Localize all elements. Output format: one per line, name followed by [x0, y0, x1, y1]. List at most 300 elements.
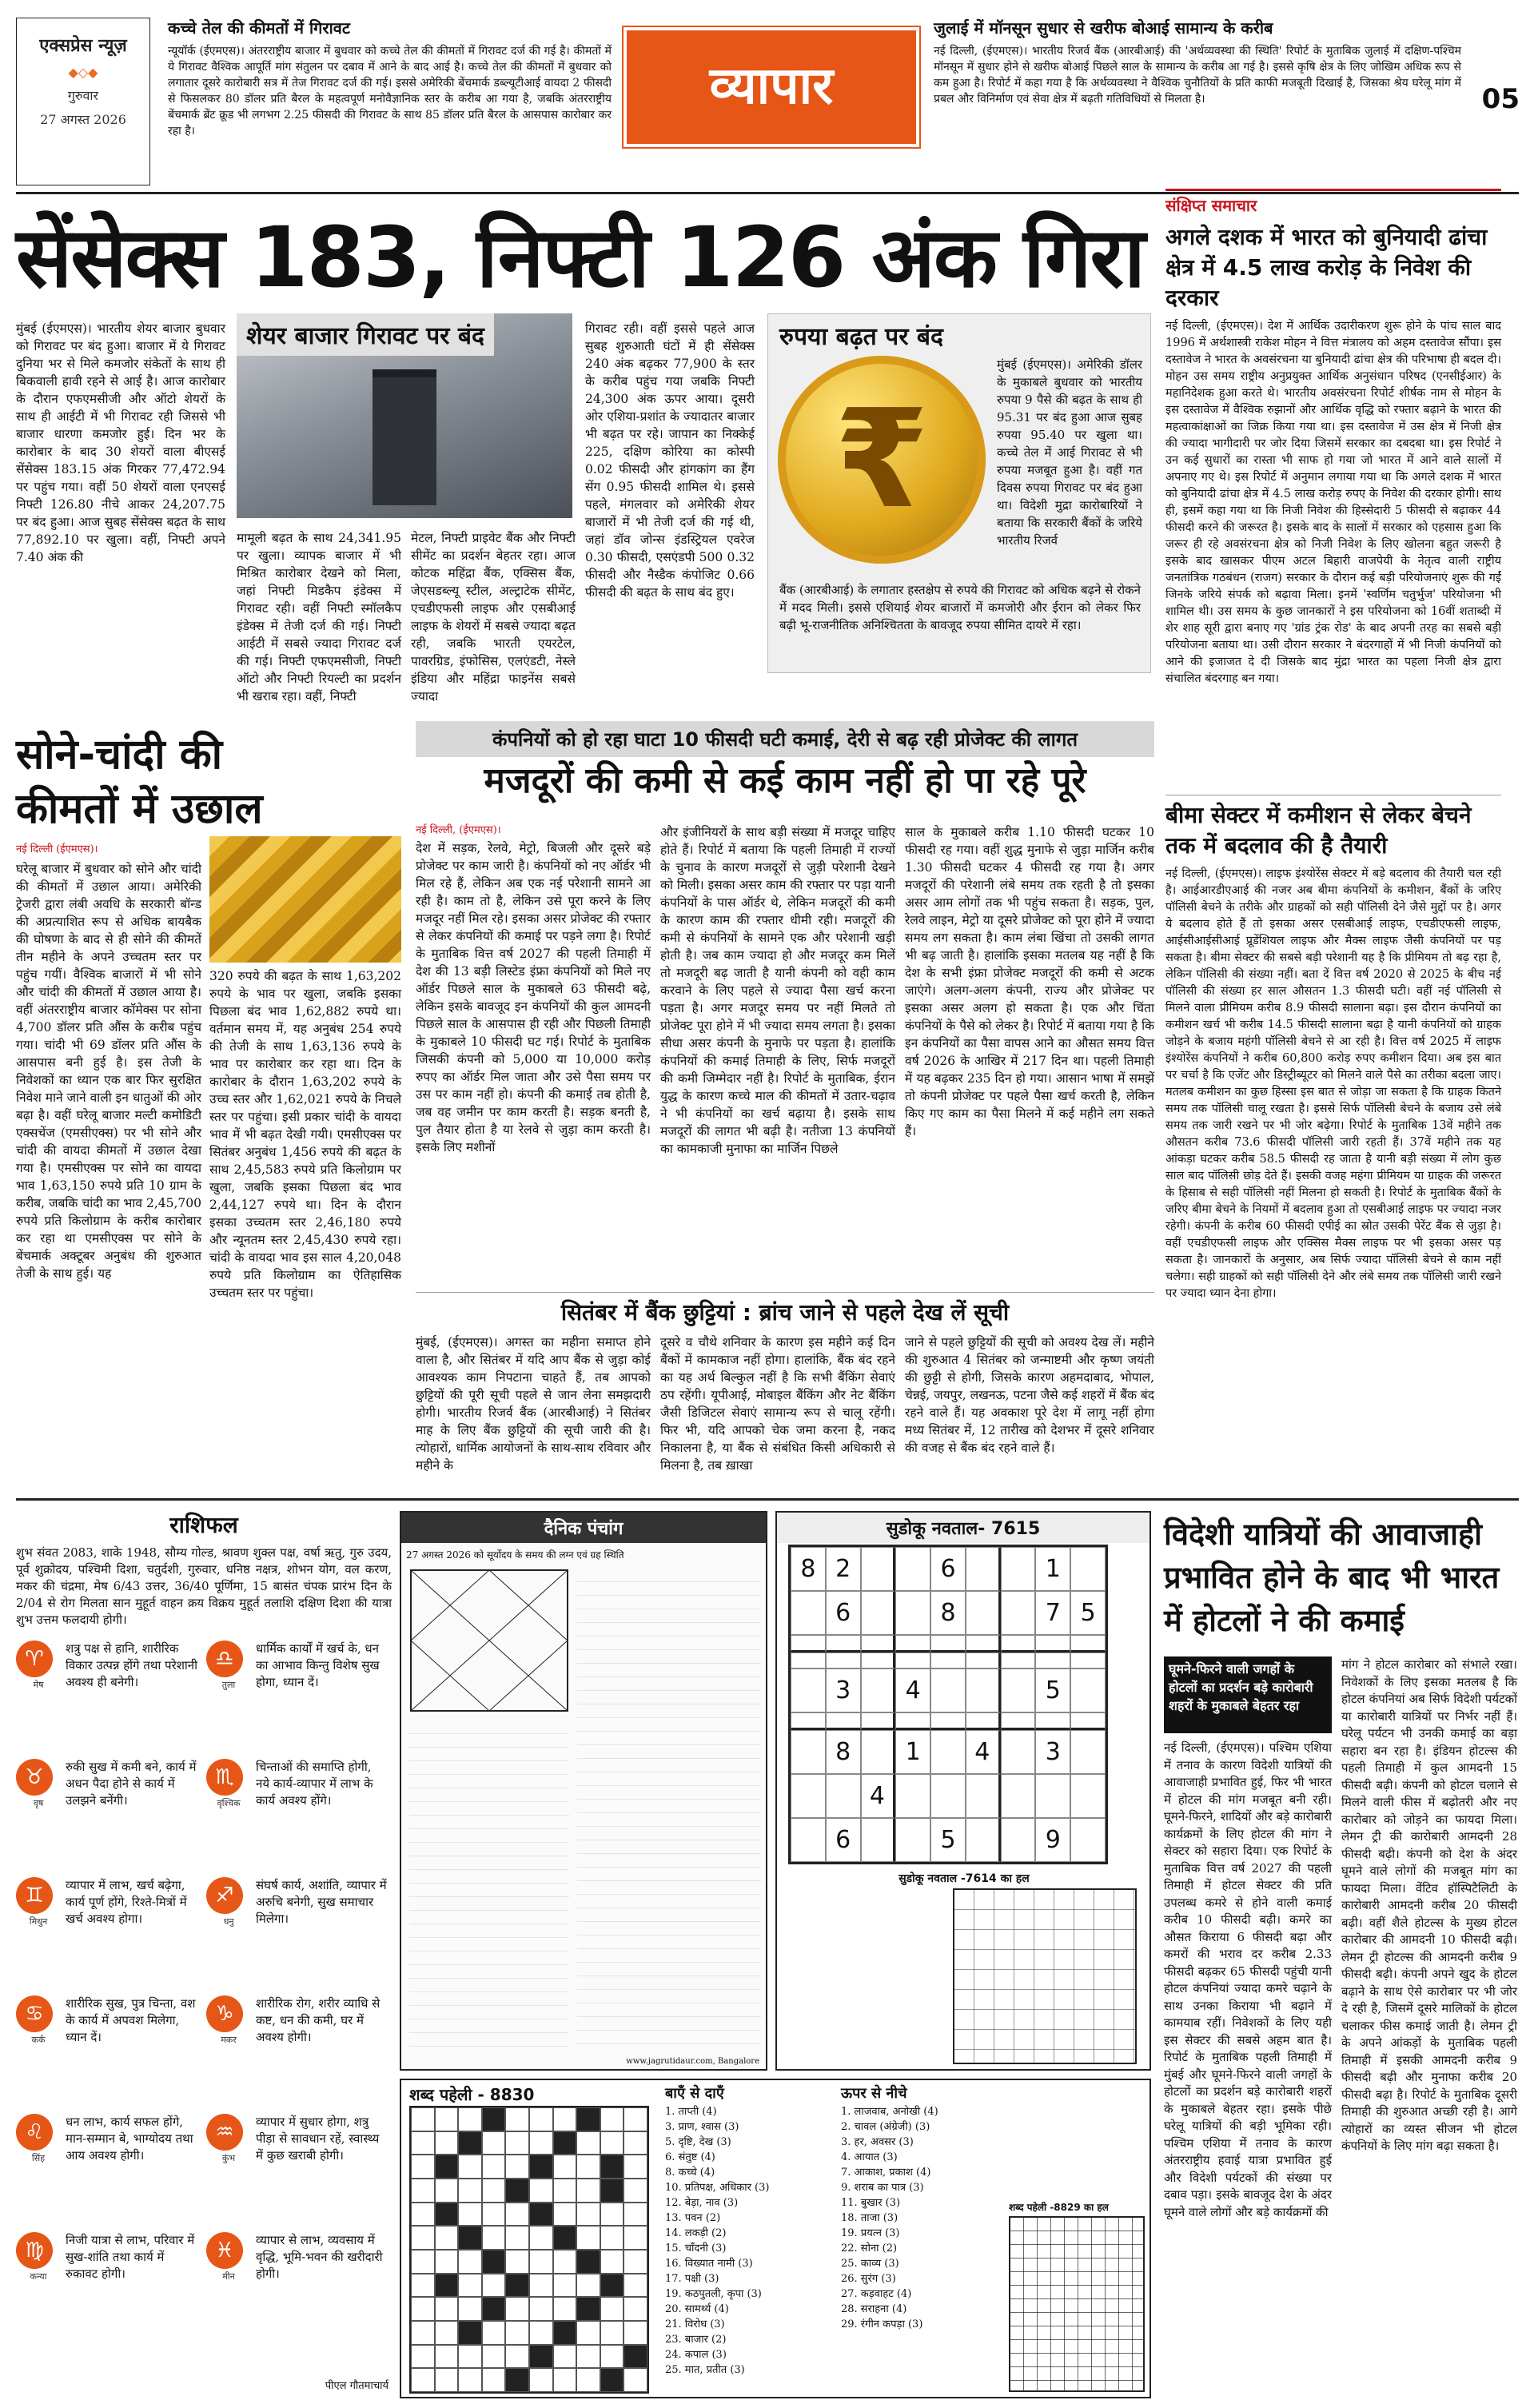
crossword-cell[interactable]	[505, 2250, 529, 2274]
sudoku-cell[interactable]	[861, 1547, 896, 1591]
ornament-icon: ◆◇◆	[68, 65, 98, 80]
rashi-item	[206, 2114, 390, 2226]
crossword-cell[interactable]	[505, 2131, 529, 2155]
zodiac-icon: ♐	[206, 1877, 243, 1914]
zodiac-name: धनु	[223, 1916, 234, 1927]
panchang-table-2	[409, 1720, 569, 2048]
crossword-cell[interactable]	[458, 2107, 482, 2131]
across-clue: 10. प्रतिपक्ष, अधिकार (3)	[665, 2182, 770, 2194]
crossword-cell[interactable]	[600, 2321, 624, 2345]
sudoku-cell[interactable]	[1070, 1712, 1106, 1730]
masthead-date: 27 अगस्त 2026	[40, 112, 126, 127]
short-news	[1165, 189, 1501, 1483]
sudoku-cell[interactable]	[1001, 1591, 1036, 1635]
crossword-cell[interactable]	[435, 2179, 459, 2203]
zodiac-name: वृश्चिक	[217, 1798, 241, 1808]
sudoku-cell[interactable]	[930, 1668, 966, 1712]
sudoku-cell[interactable]: 3	[826, 1668, 861, 1712]
crossword-title: शब्द पहेली - 8830	[409, 2085, 535, 2104]
sudoku-cell[interactable]	[1035, 1774, 1070, 1818]
crossword-cell[interactable]	[576, 2345, 600, 2369]
crossword-cell[interactable]	[458, 2368, 482, 2392]
across-clue: 14. लकड़ी (2)	[665, 2227, 727, 2239]
down-clue: 22. सोना (2)	[841, 2243, 898, 2255]
sudoku-cell[interactable]	[791, 1668, 826, 1712]
brief-label: संक्षिप्त समाचार	[1165, 196, 1257, 215]
zodiac-name: कर्क	[31, 2035, 46, 2045]
kundali-chart	[409, 1569, 569, 1712]
bank-col-1: मुंबई, (ईएमएस)। अगस्त का महीना समाप्त होने वाला है, और सितंबर में यदि आप बैंक से जुड़ा कोई आवश्यक काम निपटाना चाहते हैं, तब आपको छुट्टियों की पूरी सूची पहले से जान लेना समझदारी होगी। भारतीय रिजर्व बैंक (आरबीआई) ने सितंबर माह के लिए बैंक छुट्टियों की सूची जारी की है। त्योहारों, धार्मिक आयोजनों के साथ-साथ रविवार और महीने के	[416, 1335, 651, 1473]
crossword-cell[interactable]	[435, 2368, 459, 2392]
crossword-cell[interactable]	[624, 2368, 647, 2392]
crossword-cell	[529, 2155, 553, 2179]
sudoku-cell[interactable]: 6	[826, 1591, 861, 1635]
lead-col-2: मामूली बढ़त के साथ 24,341.95 पर खुला। व्यापक बाजार में भी मिश्रित कारोबार देखने को मिला, जहां निफ्टी मिडकैप इंडेक्स में गिरावट रही। वहीं निफ्टी स्मॉलकैप इंडेक्स में तेजी दर्ज की गई। निफ्टी आईटी में सबसे ज्यादा गिरावट दर्ज की गई। निफ्टी एफएमसीजी, निफ्टी ऑटो और निफ्टी रियल्टी का प्रदर्शन भी खराब रहा। वहीं, निफ्टी	[237, 531, 401, 704]
rupee-body-top: मुंबई (ईएमएस)। अमेरिकी डॉलर के मुकाबले बुधवार को भारतीय रुपया 9 पैसे की बढ़त के साथ ही 95.31 पर बंद हुआ आज सुबह रुपया 95.40 पर खुला था। कच्चे तेल में आई गिरावट से भी रुपया मजबूत हुआ है। वहीं गत दिवस रुपया गिरावट पर बंद हुआ था। विदेशी मुद्रा कारोबारियों ने बताया कि सरकारी बैंकों के जरिये भारतीय रिजर्व	[997, 357, 1142, 548]
crossword-cell[interactable]	[411, 2107, 435, 2131]
bullion-col-1: घरेलू बाजार में बुधवार को सोने और चांदी की कीमतों में उछाल आया। अमेरिकी ट्रेजरी द्वारा लंबी अवधि के सरकारी बॉन्ड की अप्रत्याशित रूप से अधिक बायबैक की घोषणा के बाद से ही सोने की कीमतें तीन महीने के अपने उच्चतम स्तर पर पहुंच गयीं। वैश्विक बाजारों में भी सोने और चांदी की कीमतों में उछाल आया है। वहीं अंतरराष्ट्रीय बाजार कॉमेक्स पर सोना 4,700 डॉलर प्रति औंस के करीब पहुंच गया। चांदी भी 69 डॉलर प्रति औंस के आसपास बनी हुई है। इस तेजी के निवेशकों का ध्यान एक बार फिर सुरक्षित निवेश माने जाने वाली इन धातुओं की ओर बढ़ा है। वहीं घरेलू बाजार मल्टी कमोडिटी एक्सचेंज (एमसीएक्स) पर भी सोने और चांदी की वायदा कीमतों में उछाल देखा गया है। एमसीएक्स पर सोने का वायदा भाव 1,63,150 रुपये प्रति 10 ग्राम के करीब, जबकि चांदी का भाव 2,45,700 रुपये प्रति किलोग्राम के करीब कारोबार कर रहा था एमसीएक्स पर सोने के बेंचमार्क अक्टूबर अनुबंध की शुरुआत तेजी के साथ हुई। यह	[16, 862, 201, 1281]
zodiac-icon: ♑	[206, 1995, 243, 2032]
sudoku-cell[interactable]	[1070, 1547, 1106, 1591]
page-number: 05	[1481, 83, 1520, 115]
zodiac-name: मिथुन	[29, 1916, 48, 1927]
crossword-cell[interactable]	[505, 2297, 529, 2321]
crossword-cell[interactable]	[553, 2345, 577, 2369]
sudoku-cell[interactable]: 5	[1070, 1591, 1106, 1635]
labour-dateline: नई दिल्ली, (ईएमएस)।	[416, 824, 501, 836]
crossword-cell	[435, 2155, 459, 2179]
sudoku-cell[interactable]	[861, 1818, 896, 1862]
sudoku-cell[interactable]	[1070, 1774, 1106, 1818]
sudoku-cell[interactable]	[1001, 1668, 1036, 1712]
sudoku-cell[interactable]	[930, 1774, 966, 1818]
crossword-cell	[529, 2203, 553, 2227]
zodiac-icon: ♏	[206, 1759, 243, 1796]
crossword-cell[interactable]	[411, 2321, 435, 2345]
sudoku-cell[interactable]: 3	[1035, 1730, 1070, 1774]
crossword-cell	[458, 2226, 482, 2250]
rashi-item	[206, 1641, 390, 1752]
sudoku-cell[interactable]	[826, 1712, 861, 1730]
crossword-cell	[482, 2297, 506, 2321]
rashifal-title: राशिफल	[169, 1512, 238, 1538]
crossword-cell[interactable]	[529, 2179, 553, 2203]
story-title: जुलाई में मॉनसून सुधार से खरीफ बोआई सामान्य के करीब	[934, 18, 1273, 38]
bullion-col-2: 320 रुपये की बढ़त के साथ 1,63,202 रुपये के भाव पर खुला, जबकि इसका पिछला बंद भाव 1,62,882 रुपये था। वर्तमान समय में, यह अनुबंध 254 रुपये की तेजी के साथ 1,63,136 रुपये के भाव पर कारोबार कर रहा था। दिन के कारोबार के दौरान 1,63,202 रुपये के उच्च स्तर और 1,62,021 रुपये के निचले स्तर पर पहुंचा। इसी प्रकार चांदी के वायदा भाव में भी बढ़त देखी गयी। एमसीएक्स पर सितंबर अनुबंध 1,456 रुपये की बढ़त के साथ 2,45,583 रुपये प्रति किलोग्राम पर खुला, जबकि इसका पिछला बंद भाव 2,44,127 रुपये था। दिन के दौरान इसका उच्चतम स्तर 2,46,180 रुपये और न्यूनतम स्तर 2,45,430 रुपये रहा। चांदी के वायदा भाव इस साल 4,20,048 रुपये प्रति किलोग्राम का ऐतिहासिक उच्चतम स्तर पर पहुंचा।	[209, 969, 401, 1300]
panchang-title: दैनिक पंचांग	[401, 1513, 766, 1543]
crossword-cell[interactable]	[482, 2203, 506, 2227]
crossword-cell[interactable]	[529, 2226, 553, 2250]
sudoku-cell[interactable]	[861, 1653, 896, 1668]
crossword-cell[interactable]	[529, 2368, 553, 2392]
crossword-cell[interactable]	[435, 2107, 459, 2131]
crossword-cell[interactable]	[458, 2274, 482, 2298]
crossword-cell[interactable]	[505, 2321, 529, 2345]
across-clue: 3. प्राण, श्वास (3)	[665, 2121, 739, 2133]
crossword-cell[interactable]	[529, 2131, 553, 2155]
down-clues	[841, 2104, 1001, 2332]
labour-col-1: देश में सड़क, रेलवे, मेट्रो, बिजली और दूसरे बड़े प्रोजेक्ट पर काम जारी है। कंपनियों को नए ऑर्डर भी मिल रहे हैं, लेकिन अब एक नई परेशानी सामने आ रही है। काम तो है, लेकिन उसे पूरा करने के लिए मजदूर नहीं मिल रहे। इसका असर प्रोजेक्ट की रफ्तार से लेकर कंपनियों की कमाई पर पड़ने लगा है। रिपोर्ट के मुताबिक वित्त वर्ष 2027 की पहली तिमाही में देश की 13 बड़ी लिस्टेड इंफ्रा कंपनियों को मिले नए ऑर्डर पिछले साल के मुकाबले 63 फीसदी बढ़े, लेकिन इसके बावजूद इन कंपनियों की कुल आमदनी पिछले साल के आसपास ही रही और पिछली तिमाही के मुकाबले 10 फीसदी घट गई। रिपोर्ट के मुताबिक जिसकी कंपनी को 5,000 या 10,000 करोड़ रुपए का ऑर्डर मिल जाता और उसे पैसा समय पर उस पर काम नहीं हो। कंपनी की कमाई तब होती है, जब वह जमीन पर काम करती है। सड़क बनती है, पुल तैयार होता है या रेलवे से जुड़ा काम करती है। इसके लिए मशीनों	[416, 841, 651, 1154]
crossword-cell[interactable]	[411, 2250, 435, 2274]
labour-col-3: साल के मुकाबले करीब 1.10 फीसदी घटकर 10 फीसदी रह गया। वहीं शुद्ध मुनाफे से जुड़ा मार्जिन करीब 1.30 फीसदी घटकर 4 फीसदी रह गया है। अगर मजदूरों की परेशानी लंबे समय तक रहती है तो इसका असर आम लोगों तक भी पहुंच सकता है। सड़क, पुल, रेलवे लाइन, मेट्रो या दूसरे प्रोजेक्ट को पूरा होने में ज्यादा समय लग सकता है। काम लंबा खिंचा तो उसकी लागत भी बढ़ जाती है। हालांकि इसका मतलब यह नहीं है कि देश के सभी इंफ्रा प्रोजेक्ट मजदूरों की कमी से अटक जाएंगे। अलग-अलग कंपनी, राज्य और प्रोजेक्ट पर इसका असर अलग हो सकता है। एक और चिंता कंपनियों के पैसे को लेकर है। रिपोर्ट में बताया गया है कि इन कंपनियों का पैसा वापस आने का औसत समय वित्त वर्ष 2026 के आखिर में 217 दिन था। पहली तिमाही में यह बढ़कर 235 दिन हो गया। आसान भाषा में समझें तो कंपनी प्रोजेक्ट पर पहले पैसा खर्च करती है, लेकिन किए गए काम का पैसा मिलने में कई महीने लग सकते हैं।	[905, 825, 1154, 1138]
hotels-title: विदेशी यात्रियों की आवाजाही प्रभावित होने के बाद भी भारत में होटलों ने की कमाई	[1164, 1517, 1500, 1638]
rashi-item	[206, 2232, 390, 2344]
zodiac-text: शत्रु पक्ष से हानि, शारीरिक विकार उत्पन्न होंगे तथा परेशानी अवश्य ही बनेगी।	[66, 1641, 197, 1689]
crossword-cell[interactable]	[411, 2345, 435, 2369]
sudoku-cell[interactable]	[895, 1653, 930, 1668]
sudoku-grid[interactable]	[788, 1545, 1108, 1864]
sudoku-cell[interactable]	[930, 1712, 966, 1730]
crossword-cell[interactable]	[482, 2368, 506, 2392]
crossword-cell	[600, 2368, 624, 2392]
sudoku-cell[interactable]	[966, 1635, 1001, 1653]
crossword-cell[interactable]	[505, 2203, 529, 2227]
crossword-cell[interactable]	[624, 2321, 647, 2345]
crossword-cell[interactable]	[435, 2345, 459, 2369]
zodiac-text: संघर्ष कार्य, अशांति, व्यापार में अरुचि बनेगी, सुख समाचार मिलेगा।	[256, 1878, 387, 1926]
crossword-cell[interactable]	[576, 2179, 600, 2203]
rashi-item	[16, 1877, 200, 1989]
top-left-story	[168, 18, 612, 139]
zodiac-name: सिंह	[31, 2153, 46, 2163]
sudoku-cell[interactable]	[895, 1591, 930, 1635]
brand-name: एक्सप्रेस न्यूज़	[39, 36, 127, 56]
bank-title: सितंबर में बैंक छुट्टियां : ब्रांच जाने से पहले देख लें सूची	[560, 1299, 1010, 1326]
sudoku-cell[interactable]	[861, 1730, 896, 1774]
top-right-story	[934, 18, 1461, 107]
crossword-cell[interactable]	[529, 2107, 553, 2131]
sudoku-cell[interactable]	[1070, 1653, 1106, 1668]
sudoku-cell[interactable]	[1001, 1653, 1036, 1668]
sudoku-cell[interactable]	[1001, 1712, 1036, 1730]
crossword-cell	[505, 2274, 529, 2298]
down-clue: 7. आकाश, प्रकाश (4)	[841, 2167, 931, 2179]
sudoku-cell[interactable]: 5	[930, 1818, 966, 1862]
panchang-line: 27 अगस्त 2026 को सूर्योदय के समय की लग्न एवं ग्रह स्थिति	[406, 1549, 624, 1561]
crossword-cell[interactable]	[529, 2321, 553, 2345]
crossword-cell[interactable]	[553, 2179, 577, 2203]
sudoku-cell[interactable]	[1001, 1730, 1036, 1774]
crossword-cell[interactable]	[435, 2297, 459, 2321]
across-label: बाएँ से दाएँ	[665, 2085, 724, 2102]
crossword-cell	[576, 2250, 600, 2274]
down-clue: 26. सुरंग (3)	[841, 2273, 896, 2285]
zodiac-icon: ♋	[16, 1995, 53, 2032]
crossword-cell[interactable]	[553, 2250, 577, 2274]
sudoku-cell[interactable]	[966, 1774, 1001, 1818]
crossword-cell[interactable]	[600, 2250, 624, 2274]
crossword-cell[interactable]	[411, 2203, 435, 2227]
divider	[416, 1292, 1154, 1293]
crossword-cell[interactable]	[458, 2179, 482, 2203]
crossword-cell[interactable]	[576, 2226, 600, 2250]
labour-kicker: कंपनियों को हो रहा घाटा 10 फीसदी घटी कमाई, देरी से बढ़ रही प्रोजेक्ट की लागत	[492, 728, 1078, 751]
crossword-cell[interactable]	[482, 2155, 506, 2179]
down-clue: 29. रंगीन कपड़ा (3)	[841, 2318, 923, 2330]
sudoku-cell[interactable]: 9	[1035, 1818, 1070, 1862]
crossword-cell	[482, 2250, 506, 2274]
down-clue: 4. आयात (3)	[841, 2151, 898, 2163]
crossword-cell[interactable]	[553, 2203, 577, 2227]
sudoku-cell[interactable]	[1035, 1712, 1070, 1730]
zodiac-icon: ♓	[206, 2232, 243, 2269]
crossword-cell[interactable]	[553, 2274, 577, 2298]
crossword-cell[interactable]	[624, 2250, 647, 2274]
across-clue: 12. बेड़ा, नाव (3)	[665, 2197, 739, 2209]
sudoku-cell[interactable]	[930, 1653, 966, 1668]
crossword-cell[interactable]	[458, 2250, 482, 2274]
crossword-cell[interactable]	[576, 2131, 600, 2155]
sudoku-cell[interactable]: 4	[861, 1774, 896, 1818]
rashi-item	[16, 2232, 200, 2344]
crossword-cell[interactable]	[529, 2274, 553, 2298]
sudoku-cell[interactable]	[861, 1712, 896, 1730]
across-clues	[665, 2104, 825, 2378]
sudoku-cell[interactable]	[1001, 1774, 1036, 1818]
crossword-cell[interactable]	[624, 2107, 647, 2131]
zodiac-icon: ♍	[16, 2232, 53, 2269]
crossword-cell[interactable]	[624, 2203, 647, 2227]
panchang-table	[577, 1569, 761, 2048]
sudoku-cell[interactable]	[826, 1653, 861, 1668]
crossword-cell[interactable]	[576, 2321, 600, 2345]
stock-photo	[237, 313, 572, 518]
crossword-cell[interactable]	[624, 2226, 647, 2250]
sudoku-answer-grid	[953, 1888, 1137, 2064]
crossword-grid[interactable]	[409, 2106, 649, 2394]
crossword-cell[interactable]	[529, 2250, 553, 2274]
rashifal-intro: शुभ संवत 2083, शाके 1948, सौम्य गोल्ड, श्रावण शुक्ल पक्ष, वर्षा ऋतु, गुरु उदय, पूर्व शुक्रोदय, पश्चिमी दिशा, चतुर्दशी, गुरुवार, धनिष्ठ नक्षत्र, शोभन योग, वल करण, मकर की चंद्रमा, मेष 6/43 उत्तर, 36/40 पूर्णिमा, 15 बासंत चंपक प्रारंभ दिन के 2/04 से रोग मिलता सान मुहूर्त वाहन क्रय विक्रय मुहूर्त तलाशि दक्षिण दिशा की यात्रा शुभ उत्तम फलदायी होगी।	[16, 1545, 392, 1627]
crossword-cell	[505, 2179, 529, 2203]
across-clue: 25. मात, प्रतीत (3)	[665, 2364, 745, 2376]
labour-col-2: और इंजीनियरों के साथ बड़ी संख्या में मजदूर चाहिए होते हैं। रिपोर्ट में बताया कि पहली तिमाही में राज्यों के चुनाव के कारण मजदूरों से जुड़ी परेशानी देखने को मिली। इसका असर काम की रफ्तार पर पड़ा यानी कंपनियों के पास ऑर्डर थे, लेकिन मजदूरों की कमी के कारण काम की रफ्तार धीमी रही। मजदूरों की कमी से कंपनियों के सामने एक और परेशानी खड़ी होती है। जब काम ज्यादा हो और मजदूर कम मिलें तो मजदूरी बढ़ जाती है यानी कंपनी को वही काम करवाने के लिए पहले से ज्यादा पैसा खर्च करना पड़ता है। अगर मजदूर समय पर नहीं मिलते तो प्रोजेक्ट पूरा होने में भी ज्यादा समय लगता है। इसका सीधा असर कंपनी के मुनाफे पर पड़ता है। हालांकि कंपनियों की कमाई तिमाही के लिए, सिर्फ मजदूरों की कमी जिम्मेदार नहीं है। रिपोर्ट के मुताबिक, ईरान युद्ध के कारण कच्चे माल की कीमतों में उतार-चढ़ाव ने भी कंपनियों का खर्च बढ़ाया है। इसके साथ मजदूरों की लागत भी बढ़ी है। नतीजा 13 कंपनियों का कामकाजी मुनाफा का मार्जिन पिछले	[660, 825, 895, 1156]
sudoku-cell[interactable]	[826, 1635, 861, 1653]
crossword-cell[interactable]	[600, 2226, 624, 2250]
across-clue: 5. दृष्टि, देख (3)	[665, 2136, 731, 2148]
crossword-cell[interactable]	[435, 2321, 459, 2345]
crossword-cell[interactable]	[435, 2131, 459, 2155]
zodiac-text: व्यापार में सुधार होगा, शत्रु पीड़ा से सावधान रहें, स्वास्थ्य में कुछ खराबी होगी।	[256, 2115, 380, 2163]
crossword-answer-grid	[1009, 2216, 1145, 2392]
crossword-cell[interactable]	[553, 2107, 577, 2131]
crossword-cell[interactable]	[411, 2226, 435, 2250]
sudoku-cell[interactable]	[791, 1712, 826, 1730]
crossword-cell[interactable]	[435, 2250, 459, 2274]
lead-col-1: मुंबई (ईएमएस)। भारतीय शेयर बाजार बुधवार को गिरावट पर बंद हुआ। बाजार में ये गिरावट दुनिया भर से मिले कमजोर संकेतों के साथ ही बिकवाली हावी रहने से आई है। आज कारोबार के दौरान एफएमसीजी और ऑटो शेयरों के साथ ही आईटी में भी गिरावट रही जिससे भी बाजार धारणा कमजोर हुई। दिन भर के कारोबार के बाद 30 शेयरों वाला बीएसई सेंसेक्स 183.15 अंक गिरकर 77,472.94 पर पहुंच गया। वहीं 50 शेयरों वाला एनएसई निफ्टी 126.80 नीचे आकर 24,207.75 पर बंद हुआ। आज सुबह सेंसेक्स बढ़त के साथ 77,892.10 पर खुला। वहीं, निफ्टी अपने 7.40 अंक की	[16, 321, 225, 564]
sudoku-cell[interactable]: 1	[895, 1730, 930, 1774]
story-body: नई दिल्ली, (ईएमएस)। भारतीय रिजर्व बैंक (आरबीआई) की 'अर्थव्यवस्था की स्थिति' रिपोर्ट के मुताबिक जुलाई में दक्षिण-पश्चिम मॉनसून में सुधार होने से खरीफ बोआई पिछले साल के सामान्य के करीब आ गई है। इससे कृषि क्षेत्र के लिए जोखिम अधिक रूप से कम हुआ है। रिपोर्ट में कहा गया है कि अर्थव्यवस्था ने वैश्विक चुनौतियों के प्रति काफी मजबूती दिखाई है, जिसका श्रेय घरेलू मांग में प्रबल और विनिर्माण एवं सेवा क्षेत्र में बढ़ती गतिविधियों से मिलता है।	[934, 45, 1461, 106]
crossword-cell[interactable]	[411, 2179, 435, 2203]
across-clue: 1. ताप्ती (4)	[665, 2106, 717, 2118]
masthead-box	[16, 18, 150, 185]
sudoku-cell[interactable]	[1070, 1818, 1106, 1862]
across-clue: 23. बाजार (2)	[665, 2334, 727, 2346]
zodiac-text: व्यापार में लाभ, खर्च बढ़ेगा, कार्य पूर्ण होंगे, रिश्ते-मित्रों में खर्च अवश्य होगा।	[66, 1878, 187, 1926]
crossword-cell[interactable]	[458, 2155, 482, 2179]
sudoku-cell[interactable]: 2	[826, 1547, 861, 1591]
crossword-cell[interactable]	[553, 2368, 577, 2392]
brief-2-title: बीमा सेक्टर में कमीशन से लेकर बेचने तक में बदलाव की है तैयारी	[1165, 802, 1472, 859]
sudoku-cell[interactable]	[1070, 1635, 1106, 1653]
bullion-dateline: नई दिल्ली (ईएमएस)।	[16, 843, 98, 855]
sudoku-cell[interactable]	[930, 1635, 966, 1653]
across-clue: 6. संतुष्ट (4)	[665, 2151, 715, 2163]
crossword-cell[interactable]	[435, 2226, 459, 2250]
crossword-cell[interactable]	[600, 2345, 624, 2369]
rashi-item	[16, 1759, 200, 1871]
bullion-title: सोने-चांदी की कीमतों में उछाल	[16, 731, 263, 833]
sudoku-cell[interactable]: 4	[895, 1668, 930, 1712]
across-clue: 16. विख्यात नामी (3)	[665, 2258, 753, 2270]
sudoku-cell[interactable]	[1070, 1668, 1106, 1712]
rupee-coin-icon	[778, 356, 986, 564]
sudoku-cell[interactable]: 4	[966, 1730, 1001, 1774]
sudoku-cell[interactable]: 6	[930, 1547, 966, 1591]
crossword-cell[interactable]	[458, 2297, 482, 2321]
crossword-cell[interactable]	[482, 2179, 506, 2203]
sudoku-cell[interactable]	[966, 1818, 1001, 1862]
down-clue: 28. सराहना (4)	[841, 2303, 907, 2315]
gold-bars-image	[209, 836, 401, 963]
crossword-cell	[435, 2274, 459, 2298]
crossword-cell[interactable]	[482, 2226, 506, 2250]
sudoku-cell[interactable]	[791, 1774, 826, 1818]
crossword-cell[interactable]	[553, 2297, 577, 2321]
crossword-cell[interactable]	[505, 2107, 529, 2131]
sudoku-cell[interactable]	[895, 1818, 930, 1862]
down-clue: 19. प्रयत्न (3)	[841, 2227, 900, 2239]
zodiac-icon: ♉	[16, 1759, 53, 1796]
zodiac-text: शारीरिक रोग, शरीर व्याधि से कष्ट, धन की कमी, घर में अवश्य होगी।	[256, 1996, 381, 2044]
sudoku-cell[interactable]	[966, 1712, 1001, 1730]
crossword-cell[interactable]	[624, 2297, 647, 2321]
sudoku-cell[interactable]: 6	[826, 1818, 861, 1862]
crossword-cell[interactable]	[411, 2131, 435, 2155]
rashi-item	[16, 1995, 200, 2107]
sudoku-cell[interactable]	[895, 1774, 930, 1818]
sudoku-cell[interactable]	[895, 1635, 930, 1653]
crossword-cell[interactable]	[624, 2274, 647, 2298]
crossword-cell[interactable]	[576, 2274, 600, 2298]
sudoku-cell[interactable]	[861, 1668, 896, 1712]
crossword-cell[interactable]	[411, 2368, 435, 2392]
crossword-cell[interactable]	[482, 2345, 506, 2369]
sudoku-cell[interactable]	[791, 1591, 826, 1635]
sudoku-cell[interactable]	[1001, 1635, 1036, 1653]
crossword-cell	[458, 2131, 482, 2155]
sudoku-cell[interactable]	[791, 1635, 826, 1653]
sudoku-cell[interactable]	[895, 1547, 930, 1591]
sudoku-cell[interactable]	[966, 1653, 1001, 1668]
crossword-cell[interactable]	[458, 2203, 482, 2227]
crossword-cell[interactable]	[482, 2321, 506, 2345]
sudoku-cell[interactable]	[861, 1591, 896, 1635]
crossword-cell[interactable]	[624, 2131, 647, 2155]
crossword-cell[interactable]	[600, 2203, 624, 2227]
across-clue: 20. सामर्थ्य (4)	[665, 2303, 729, 2315]
down-clue: 9. शराब का पात्र (3)	[841, 2182, 924, 2194]
sudoku-cell[interactable]	[861, 1635, 896, 1653]
crossword-cell[interactable]	[600, 2297, 624, 2321]
crossword-cell[interactable]	[624, 2155, 647, 2179]
down-clue: 1. लाजवाब, अनोखी (4)	[841, 2106, 938, 2118]
across-clue: 13. पवन (2)	[665, 2212, 721, 2224]
across-clue: 19. कठपुतली, कृपा (3)	[665, 2288, 762, 2300]
crossword-cell[interactable]	[505, 2155, 529, 2179]
zodiac-text: निजी यात्रा से लाभ, परिवार में सुख-शांति तथा कार्य में रुकावट होगी।	[66, 2233, 195, 2281]
building-shape	[373, 369, 436, 505]
sudoku-cell[interactable]	[791, 1730, 826, 1774]
crossword-cell[interactable]	[529, 2297, 553, 2321]
panchang-site: www.jagrutidaur.com, Bangalore	[626, 2057, 759, 2066]
crossword-cell[interactable]	[411, 2155, 435, 2179]
sudoku-cell[interactable]	[1070, 1730, 1106, 1774]
crossword-cell[interactable]	[482, 2274, 506, 2298]
sudoku-cell[interactable]	[930, 1730, 966, 1774]
across-clue: 15. चाँदनी (3)	[665, 2243, 727, 2255]
crossword-cell[interactable]	[505, 2226, 529, 2250]
sudoku-cell[interactable]	[1001, 1818, 1036, 1862]
crossword-cell[interactable]	[458, 2345, 482, 2369]
sudoku-title: सुडोकू नवताल- 7615	[777, 1513, 1150, 1543]
sudoku-cell[interactable]	[966, 1547, 1001, 1591]
crossword-cell	[600, 2274, 624, 2298]
crossword-cell[interactable]	[576, 2203, 600, 2227]
sudoku-cell[interactable]: 1	[1035, 1547, 1070, 1591]
zodiac-text: शारीरिक सुख, पुत्र चिन्ता, वश के कार्य में अपवश मिलेगा, ध्यान दें।	[66, 1996, 196, 2044]
zodiac-name: मकर	[221, 2035, 237, 2045]
sudoku-cell[interactable]	[1001, 1547, 1036, 1591]
crossword-cell[interactable]	[624, 2179, 647, 2203]
sudoku-cell[interactable]: 8	[930, 1591, 966, 1635]
crossword-cell[interactable]	[553, 2155, 577, 2179]
crossword-cell	[553, 2226, 577, 2250]
photo-caption: शेयर बाजार गिरावट पर बंद	[237, 313, 494, 356]
sudoku-cell[interactable]	[966, 1668, 1001, 1712]
crossword-cell[interactable]	[505, 2345, 529, 2369]
lead-col-4: गिरावट रही। वहीं इससे पहले आज सुबह शुरुआती घंटों में ही सेंसेक्स 240 अंक बढ़कर 77,900 के स्तर के करीब पहुंच गया जबकि निफ्टी 24,300 अंक ऊपर आया। दूसरी ओर एशिया-प्रशांत के ज्यादातर बाजार भी बढ़त पर रहे। जापान का निक्केई 225, दक्षिण कोरिया का कोस्पी 0.02 फीसदी और हांगकांग का हैंग सेंग 0.95 फीसदी शामिल थे। इससे पहले, मंगलवार को अमेरिकी शेयर बाजारों में भी तेजी दर्ज की गई थी, जहां डॉव जोन्स इंडस्ट्रियल एवरेज 0.30 फीसदी, एसएंडपी 500 0.32 फीसदी और नैस्डैक कंपोजिट 0.66 फीसदी की बढ़त के साथ बंद हुए।	[585, 321, 755, 600]
hotels-col-2: मांग ने होटल कारोबार को संभाले रखा। निवेशकों के लिए इसका मतलब है कि होटल कंपनियां अब सिर्फ विदेशी पर्यटकों या कारोबारी यात्रियों पर निर्भर नहीं हैं। घरेलू पर्यटन भी उनकी कमाई का बड़ा सहारा बन रहा है। इंडियन होटल्स की पहली तिमाही में कुल आमदनी 15 फीसदी बढ़ी। कंपनी को होटल चलाने से मिलने वाली फीस में बढ़ोतरी और नए कारोबार को जोड़ने का फायदा मिला। लेमन ट्री की कारोबारी आमदनी 28 फीसदी बढ़ी। कंपनी को देश के अंदर घूमने वाले लोगों की मजबूत मांग का फायदा मिला। वेंटिव हॉस्पिटैलिटी के कारोबारी आमदनी करीब 20 फीसदी बढ़ी। वहीं शैले होटल्स के मुख्य होटल कारोबार की आमदनी 10 फीसदी बढ़ी। लेमन ट्री होटल्स की आमदनी करीब 9 फीसदी बढ़ी। कंपनी अपने खुद के होटल बढ़ाने के साथ ऐसे कारोबार पर भी जोर दे रही है, जिसमें दूसरे मालिकों के होटल चलाकर फीस कमाई जाती है। लेमन ट्री के अपने आंकड़ों के मुताबिक पहली तिमाही में इसकी आमदनी करीब 9 फीसदी बढ़ी और मुनाफा करीब 20 फीसदी बढ़ा है। रिपोर्ट के मुताबिक दूसरी तिमाही की शुरुआत अच्छी रही है। आगे त्योहारों का व्यस्त सीजन भी होटल कंपनियों के लिए मांग बढ़ा सकता है।	[1341, 1657, 1517, 2153]
section-label	[624, 27, 919, 147]
crossword-cell[interactable]	[576, 2368, 600, 2392]
zodiac-text: रुकी सुख में कमी बने, कार्य में अधन पैदा होने से कार्य में उलझने बनेंगी।	[66, 1760, 197, 1808]
down-clue: 27. कड़वाहट (4)	[841, 2288, 912, 2300]
labour-kicker-box	[416, 721, 1154, 757]
sudoku-cell[interactable]	[791, 1818, 826, 1862]
sudoku-cell[interactable]	[966, 1591, 1001, 1635]
sudoku-cell[interactable]	[1035, 1653, 1070, 1668]
story-title: कच्चे तेल की कीमतों में गिरावट	[168, 18, 350, 38]
crossword-cell	[505, 2368, 529, 2392]
crossword-cell[interactable]	[411, 2297, 435, 2321]
sudoku-cell[interactable]	[826, 1774, 861, 1818]
sudoku-cell[interactable]: 8	[826, 1730, 861, 1774]
sudoku-cell[interactable]	[791, 1653, 826, 1668]
sudoku-cell[interactable]: 8	[791, 1547, 826, 1591]
crossword-cell[interactable]	[600, 2131, 624, 2155]
sudoku-cell[interactable]	[1035, 1635, 1070, 1653]
sudoku-cell[interactable]: 7	[1035, 1591, 1070, 1635]
sudoku-cell[interactable]: 5	[1035, 1668, 1070, 1712]
crossword-cell[interactable]	[482, 2131, 506, 2155]
crossword-cell	[458, 2321, 482, 2345]
crossword-cell	[576, 2297, 600, 2321]
hotels-subhead: घूमने-फिरने वाली जगहों के होटलों का प्रदर्शन बड़े कारोबारी शहरों के मुकाबले बेहतर रहा	[1164, 1656, 1332, 1733]
crossword-cell[interactable]	[576, 2155, 600, 2179]
sudoku-cell[interactable]	[895, 1712, 930, 1730]
crossword-cell[interactable]	[600, 2107, 624, 2131]
crossword-cell[interactable]	[411, 2274, 435, 2298]
